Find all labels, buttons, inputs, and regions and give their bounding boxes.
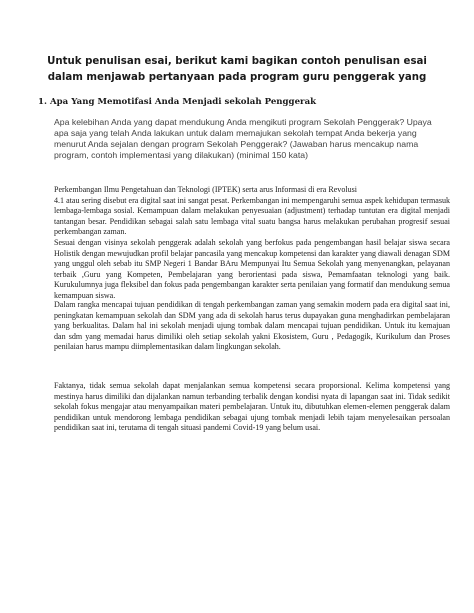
- section-heading: 1. Apa Yang Memotifasi Anda Menjadi sekolah Penggerak: [38, 97, 317, 107]
- paragraph-1-indented: 4.1 atau sering disebut era digital saat ini sangat pesat. Perkembangan ini mempengaruhi semua aspek kehidupan termasuk lembaga-lembaga sosial. Kemampuan dalam melakukan penyesuaian (adjustment) terhadap tuntutan era digital menjadi tantangan besar. Pendidikan sebagai salah satu lembaga vital suatu bangsa harus melakukan perubahan progresif sesuai perkembangan zaman.: [54, 195, 450, 237]
- document-title: Untuk penulisan esai, berikut kami bagikan contoh penulisan esai dalam menjawab pertanyaan pada program guru penggerak yang: [47, 56, 427, 83]
- paragraph-2: Dalam rangka mencapai tujuan pendidikan di tengah perkembangan zaman yang semakin modern pada era digital saat ini, peningkatan kemampuan sekolah dan SDM yang ada di sekolah harus terus dupayakan guna menghadirkan pembelajaran yang berkualitas. Dalam hal ini sekolah menjadi ujung tombak dalam mencapai tujuan pendidikan. Untuk itu kemajuan dan sdm yang memadai harus dimiliki oleh setiap sekolah yakni Ekosistem, Guru , Pedagogik, Kurikulum dan Proses penilaian harus mampu diimplementasikan dalam lingkungan sekolah.: [54, 300, 450, 352]
- essay-question: Apa kelebihan Anda yang dapat mendukung Anda mengikuti program Sekolah Penggerak? Upaya apa saja yang telah Anda lakukan untuk dalam memajukan sekolah tempat Anda bekerja yang menurut Anda sejalan dengan program Sekolah Penggerak? (Jawaban harus mencakup nama program, contoh implementasi yang dilakukan) (minimal 150 kata): [54, 117, 432, 160]
- paragraph-1-rest: Sesuai dengan visinya sekolah penggerak adalah sekolah yang berfokus pada pengembangan hasil belajar siswa secara Holistik dengan mewujudkan profil belajar pancasila yang mencakup kompetensi dan karakter yang diawali denagan SDM yang unggul oleh sebab itu SMP Negeri 1 Bandar BAru Mempunyai Itu Semua Sekolah yang menyenangkan, pelayanan terbaik ,Guru yang Kompeten, Pembelajaran yang berorientasi pada siswa, Pemamfaatan teknologi yang baik. Kurukulumnya juga fleksibel dan fokus pada pengembangan karakter serta penilaian yang formatif dan mendukung semua kemampuan siswa.: [54, 237, 450, 300]
- paragraph-1-intro: Perkembangan Ilmu Pengetahuan dan Teknologi (IPTEK) serta arus Informasi di era Revolusi: [54, 185, 357, 194]
- paragraph-3: Faktanya, tidak semua sekolah dapat menjalankan semua kompetensi secara proporsional. Kelima kompetensi yang mestinya harus dimiliki dan dijalankan namun terbanding terbalik dengan kondisi nyata di lapangan saat ini. Tidak sedikit sekolah fokus mengajar atau menyampaikan materi pembelajaran. Untuk itu, dibutuhkan elemen-elemen penggerak dalam pendidikan untuk mendorong lembaga pendidikan sebagai ujung tombak menjadi lebih tajam menyelesaikan persoalan pendidikan saat ini, terutama di tengah situasi pandemi Covid-19 yang belum usai.: [54, 381, 450, 433]
- paragraph-1: [54, 185, 450, 302]
